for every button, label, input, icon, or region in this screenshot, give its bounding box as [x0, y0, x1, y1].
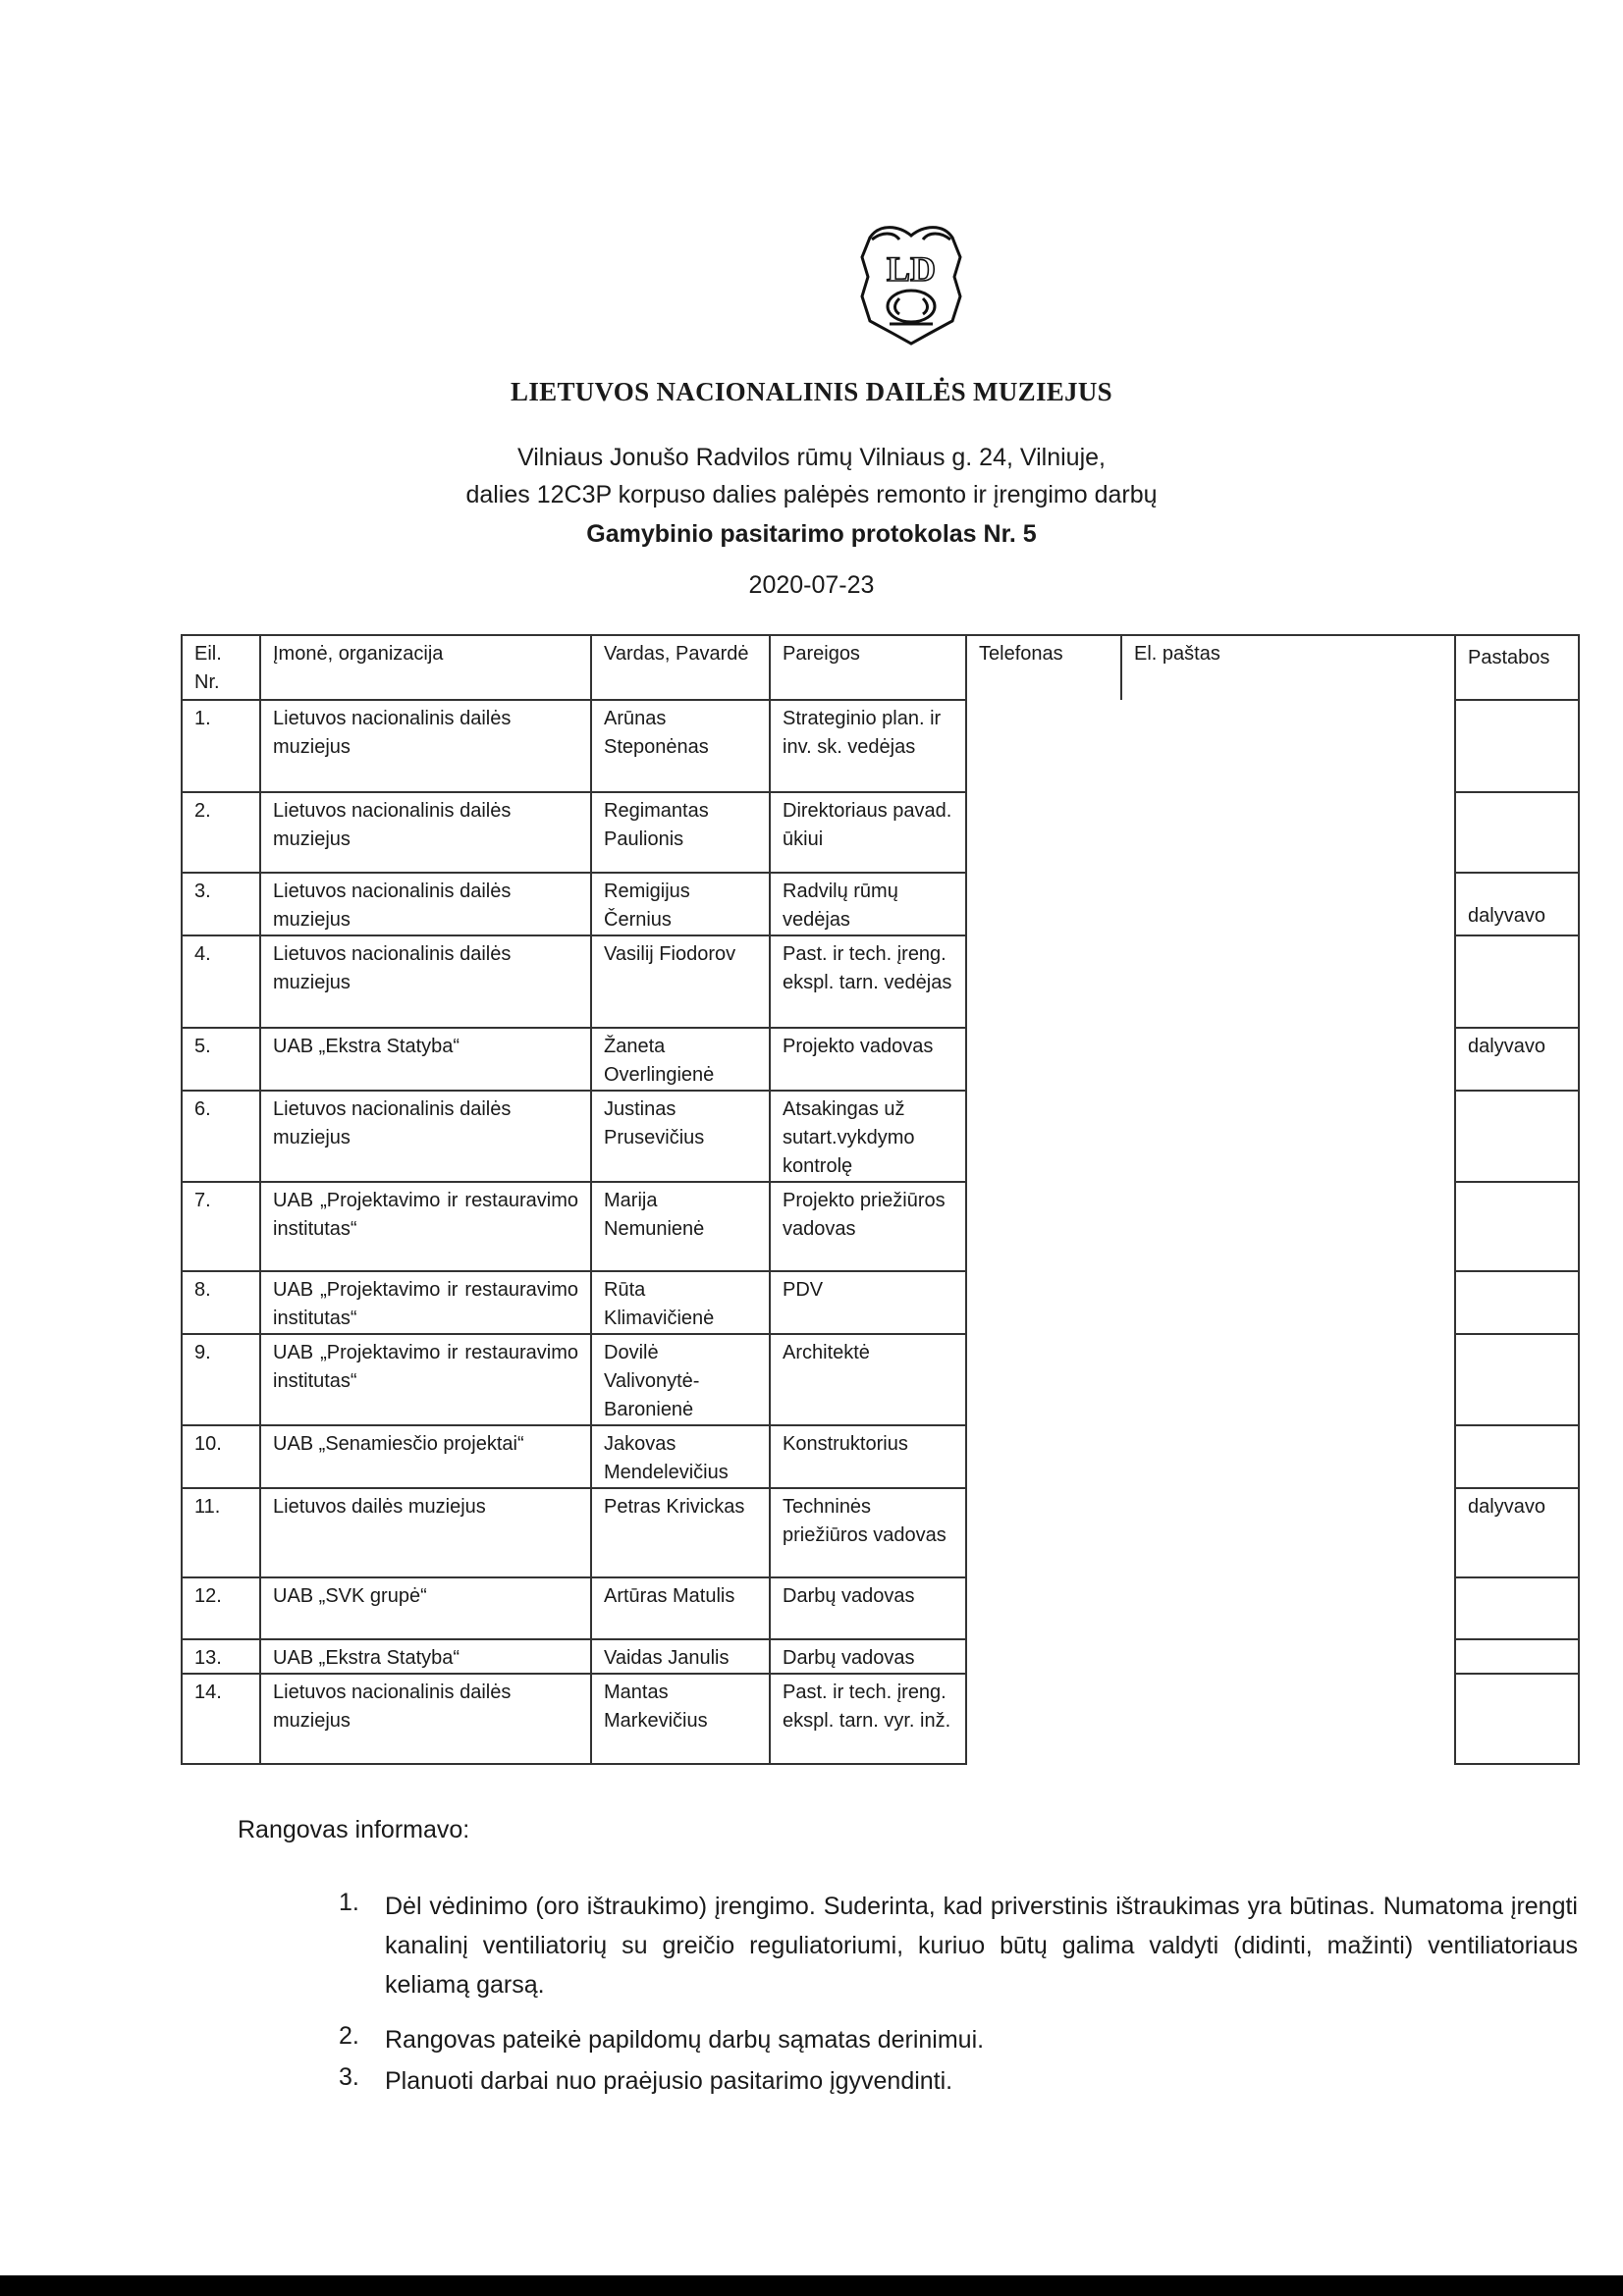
cell-position [770, 1028, 966, 1091]
cell-no-text: 5. [194, 1036, 211, 1057]
cell-name [591, 935, 770, 1028]
cell-no-text: 6. [194, 1098, 211, 1120]
address-line: Vilniaus Jonušo Radvilos rūmų Vilniaus g. 24, Vilniuje, [517, 444, 1106, 471]
cell-position-text: Atsakingas už sutart.vykdymo kontrolę [783, 1098, 915, 1177]
cell-company [260, 700, 591, 792]
cell-position-text: Projekto vadovas [783, 1036, 934, 1057]
cell-position-text: Radvilų rūmų vedėjas [783, 881, 898, 931]
cell-email [1121, 700, 1455, 792]
cell-company [260, 1674, 591, 1764]
cell-name-text: Vaidas Janulis [604, 1647, 730, 1669]
cell-phone [966, 1271, 1121, 1334]
cell-no-text: 12. [194, 1585, 222, 1607]
cell-phone [966, 1182, 1121, 1271]
cell-phone [966, 1334, 1121, 1425]
cell-company [260, 1271, 591, 1334]
cell-name-text: Remigijus Černius [604, 881, 690, 931]
svg-text:LD: LD [886, 249, 937, 289]
cell-name-text: Dovilė Valivonytė-Baronienė [604, 1342, 700, 1420]
cell-company [260, 1182, 591, 1271]
cell-position-text: Direktoriaus pavad. ūkiui [783, 800, 952, 850]
table-row [182, 935, 1579, 1028]
cell-name [591, 1028, 770, 1091]
table-header-row [182, 635, 1579, 700]
cell-position [770, 873, 966, 935]
cell-company-text: UAB „Projektavimo ir restauravimo institutas“ [273, 1342, 578, 1392]
cell-name-text: Justinas Prusevičius [604, 1098, 705, 1148]
cell-name-text: Vasilij Fiodorov [604, 943, 736, 965]
cell-no-text: 8. [194, 1279, 211, 1301]
cell-email [1121, 1488, 1455, 1577]
cell-name [591, 1271, 770, 1334]
table-row [182, 792, 1579, 873]
cell-email [1121, 1639, 1455, 1674]
cell-no-text: 10. [194, 1433, 222, 1455]
cell-company [260, 1488, 591, 1577]
cell-no [182, 1577, 260, 1639]
cell-company [260, 792, 591, 873]
cell-no [182, 1028, 260, 1091]
table-row [182, 1271, 1579, 1334]
cell-position [770, 700, 966, 792]
cell-notes [1455, 792, 1579, 873]
cell-position-text: Strateginio plan. ir inv. sk. vedėjas [783, 708, 942, 758]
cell-notes [1455, 1577, 1579, 1639]
cell-name [591, 1488, 770, 1577]
header-phone: Telefonas [966, 635, 1121, 700]
cell-company-text: Lietuvos nacionalinis dailės muziejus [273, 943, 512, 993]
cell-no-text: 1. [194, 708, 211, 729]
cell-company [260, 873, 591, 935]
list-item-text: Dėl vėdinimo (oro ištraukimo) įrengimo. Suderinta, kad priverstinis ištraukimas yra būtinas. Numatoma įrengti kanalinį ventiliatorių su greičio reguliatoriumi, kuriuo būtų galima valdyti (didinti, mažinti) ventiliatoriaus keliamą garsą. [385, 1893, 1578, 1999]
cell-notes [1455, 1182, 1579, 1271]
logo-emblem-icon [850, 218, 972, 346]
cell-company [260, 1577, 591, 1639]
cell-no [182, 700, 260, 792]
cell-name [591, 1639, 770, 1674]
cell-company-text: Lietuvos nacionalinis dailės muziejus [273, 708, 512, 758]
cell-company-text: UAB „Ekstra Statyba“ [273, 1036, 460, 1057]
cell-no [182, 1488, 260, 1577]
cell-email [1121, 1182, 1455, 1271]
list-item-text: Rangovas pateikė papildomų darbų sąmatas derinimui. [385, 2026, 985, 2054]
cell-notes [1455, 1271, 1579, 1334]
cell-name [591, 1334, 770, 1425]
cell-position-text: Past. ir tech. įreng. ekspl. tarn. vyr. inž. [783, 1682, 951, 1732]
cell-position [770, 935, 966, 1028]
cell-notes [1455, 873, 1579, 935]
museum-logo [850, 218, 972, 346]
table-row [182, 1577, 1579, 1639]
cell-no-text: 3. [194, 881, 211, 902]
cell-position [770, 1674, 966, 1764]
table-row [182, 1182, 1579, 1271]
cell-company-text: UAB „Projektavimo ir restauravimo institutas“ [273, 1190, 578, 1240]
protocol-date: 2020-07-23 [748, 571, 875, 599]
cell-company [260, 935, 591, 1028]
header-name: Vardas, Pavardė [591, 635, 770, 700]
cell-company [260, 1091, 591, 1182]
cell-position [770, 1182, 966, 1271]
cell-phone [966, 792, 1121, 873]
cell-email [1121, 935, 1455, 1028]
cell-phone [966, 1488, 1121, 1577]
header-company: Įmonė, organizacija [260, 635, 591, 700]
cell-email [1121, 1425, 1455, 1488]
table-row [182, 700, 1579, 792]
cell-email [1121, 873, 1455, 935]
cell-notes [1455, 700, 1579, 792]
cell-name-text: Marija Nemunienė [604, 1190, 705, 1240]
cell-notes [1455, 1674, 1579, 1764]
cell-company-text: Lietuvos nacionalinis dailės muziejus [273, 800, 512, 850]
cell-name [591, 1674, 770, 1764]
cell-no [182, 935, 260, 1028]
cell-company-text: Lietuvos nacionalinis dailės muziejus [273, 881, 512, 931]
cell-position [770, 1091, 966, 1182]
cell-position-text: Darbų vadovas [783, 1647, 915, 1669]
cell-notes [1455, 1334, 1579, 1425]
cell-name [591, 1425, 770, 1488]
cell-company-text: Lietuvos nacionalinis dailės muziejus [273, 1682, 512, 1732]
cell-no-text: 2. [194, 800, 211, 822]
cell-no [182, 1182, 260, 1271]
cell-email [1121, 1334, 1455, 1425]
cell-no [182, 1271, 260, 1334]
cell-phone [966, 1577, 1121, 1639]
cell-position [770, 792, 966, 873]
table-row [182, 1674, 1579, 1764]
cell-position [770, 1425, 966, 1488]
cell-no-text: 9. [194, 1342, 211, 1363]
cell-name [591, 792, 770, 873]
cell-company [260, 1425, 591, 1488]
cell-no-text: 11. [194, 1496, 221, 1518]
cell-position [770, 1488, 966, 1577]
cell-name-text: Mantas Markevičius [604, 1682, 708, 1732]
cell-phone [966, 873, 1121, 935]
list-item-number: 3. [339, 2063, 359, 2091]
table-row [182, 1488, 1579, 1577]
cell-name [591, 700, 770, 792]
cell-position-text: PDV [783, 1279, 824, 1301]
cell-name-text: Regimantas Paulionis [604, 800, 709, 850]
cell-no [182, 1674, 260, 1764]
cell-notes [1455, 1425, 1579, 1488]
cell-phone [966, 1028, 1121, 1091]
cell-name [591, 1577, 770, 1639]
table-row [182, 1425, 1579, 1488]
cell-notes [1455, 1028, 1579, 1091]
cell-company-text: UAB „Ekstra Statyba“ [273, 1647, 460, 1669]
cell-position-text: Konstruktorius [783, 1433, 908, 1455]
cell-company-text: Lietuvos nacionalinis dailės muziejus [273, 1098, 512, 1148]
cell-phone [966, 700, 1121, 792]
cell-email [1121, 1577, 1455, 1639]
cell-position [770, 1639, 966, 1674]
cell-position-text: Architektė [783, 1342, 870, 1363]
cell-name [591, 873, 770, 935]
contractor-informed-heading: Rangovas informavo: [238, 1816, 470, 1843]
cell-no [182, 1425, 260, 1488]
cell-position-text: Past. ir tech. įreng. ekspl. tarn. vedėjas [783, 943, 952, 993]
header-email: El. paštas [1121, 635, 1455, 700]
cell-position-text: Techninės priežiūros vadovas [783, 1496, 947, 1546]
cell-notes [1455, 935, 1579, 1028]
cell-company-text: UAB „Senamiesčio projektai“ [273, 1433, 524, 1455]
cell-phone [966, 1674, 1121, 1764]
scan-bottom-edge [0, 2275, 1623, 2296]
cell-name-text: Petras Krivickas [604, 1496, 745, 1518]
cell-name-text: Žaneta Overlingienė [604, 1036, 715, 1086]
table-row [182, 873, 1579, 935]
cell-company [260, 1334, 591, 1425]
cell-notes [1455, 1639, 1579, 1674]
cell-email [1121, 1674, 1455, 1764]
cell-no [182, 1091, 260, 1182]
cell-no [182, 1639, 260, 1674]
cell-email [1121, 792, 1455, 873]
cell-no [182, 1334, 260, 1425]
cell-email [1121, 1271, 1455, 1334]
cell-company-text: Lietuvos dailės muziejus [273, 1496, 486, 1518]
cell-notes-text: dalyvavo [1468, 1036, 1545, 1057]
cell-company [260, 1639, 591, 1674]
cell-no-text: 7. [194, 1190, 211, 1211]
cell-name-text: Rūta Klimavičienė [604, 1279, 715, 1329]
cell-no-text: 13. [194, 1647, 222, 1669]
list-item-number: 2. [339, 2022, 359, 2050]
cell-phone [966, 1091, 1121, 1182]
header-no: Eil. Nr. [182, 635, 260, 700]
cell-notes-text: dalyvavo [1468, 905, 1545, 927]
header-position: Pareigos [770, 635, 966, 700]
cell-phone [966, 1425, 1121, 1488]
cell-email [1121, 1028, 1455, 1091]
table-row [182, 1091, 1579, 1182]
cell-name-text: Jakovas Mendelevičius [604, 1433, 729, 1483]
cell-phone [966, 935, 1121, 1028]
cell-company [260, 1028, 591, 1091]
cell-position-text: Projekto priežiūros vadovas [783, 1190, 946, 1240]
cell-no [182, 792, 260, 873]
header-notes: Pastabos [1455, 635, 1579, 700]
cell-name [591, 1182, 770, 1271]
cell-company-text: UAB „SVK grupė“ [273, 1585, 427, 1607]
participants-table [181, 634, 1580, 1765]
list-item-number: 1. [339, 1889, 359, 1916]
cell-notes-text: dalyvavo [1468, 1496, 1545, 1518]
cell-position [770, 1334, 966, 1425]
table-row [182, 1639, 1579, 1674]
cell-position-text: Darbų vadovas [783, 1585, 915, 1607]
cell-position [770, 1577, 966, 1639]
list-item-text: Planuoti darbai nuo praėjusio pasitarimo įgyvendinti. [385, 2067, 953, 2095]
cell-name-text: Artūras Matulis [604, 1585, 735, 1607]
cell-email [1121, 1091, 1455, 1182]
cell-no [182, 873, 260, 935]
works-description-line: dalies 12C3P korpuso dalies palėpės remonto ir įrengimo darbų [465, 481, 1158, 508]
cell-phone [966, 1639, 1121, 1674]
cell-no-text: 14. [194, 1682, 222, 1703]
cell-no-text: 4. [194, 943, 211, 965]
protocol-title: Gamybinio pasitarimo protokolas Nr. 5 [586, 520, 1037, 548]
cell-name-text: Arūnas Steponėnas [604, 708, 709, 758]
cell-company-text: UAB „Projektavimo ir restauravimo institutas“ [273, 1279, 578, 1329]
cell-position [770, 1271, 966, 1334]
cell-notes [1455, 1488, 1579, 1577]
cell-notes [1455, 1091, 1579, 1182]
table-row [182, 1334, 1579, 1425]
institution-title: LIETUVOS NACIONALINIS DAILĖS MUZIEJUS [511, 377, 1112, 406]
table-row [182, 1028, 1579, 1091]
cell-name [591, 1091, 770, 1182]
